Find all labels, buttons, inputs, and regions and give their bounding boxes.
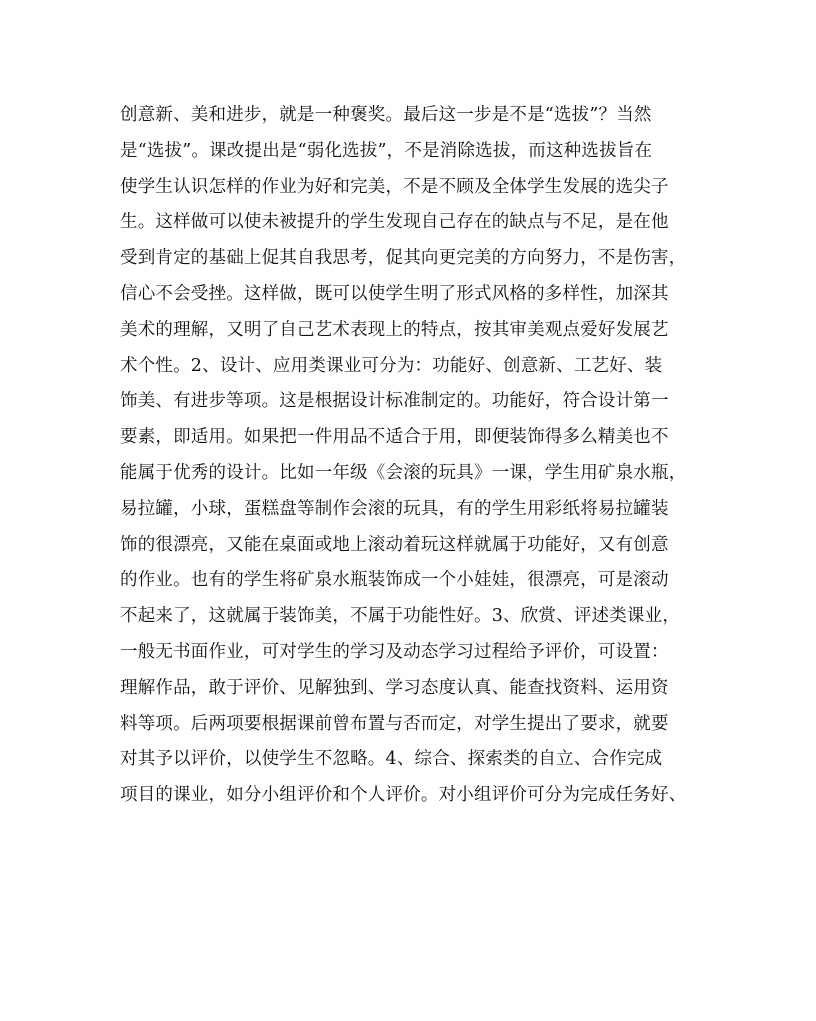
text-line: 项目的课业，如分小组评价和个人评价。对小组评价可分为完成任务好、 xyxy=(120,785,687,806)
text-line: 一般无书面作业，可对学生的学习及动态学习过程给予评价，可设置： xyxy=(120,641,669,662)
text-line: 不起来了，这就属于装饰美，不属于功能性好。3、欣赏、评述类课业， xyxy=(120,606,681,627)
body-text xyxy=(120,98,700,814)
text-line: 使学生认识怎样的作业为好和完美，不是不顾及全体学生发展的选尖子 xyxy=(120,176,669,197)
text-line: 是“选拔”。课改提出是“弱化选拔”，不是消除选拔，而这种选拔旨在 xyxy=(120,140,653,161)
text-line: 术个性。2、设计、应用类课业可分为：功能好、创意新、工艺好、装 xyxy=(120,355,663,376)
text-line: 的作业。也有的学生将矿泉水瓶装饰成一个小娃娃，很漂亮，可是滚动 xyxy=(120,570,669,591)
text-line: 能属于优秀的设计。比如一年级《会滚的玩具》一课，学生用矿泉水瓶， xyxy=(120,462,687,483)
text-line: 理解作品，敢于评价、见解独到、学习态度认真、能查找资料、运用资 xyxy=(120,677,669,698)
text-line: 要素，即适用。如果把一件用品不适合于用，即便装饰得多么精美也不 xyxy=(120,427,669,448)
text-line: 美术的理解，又明了自己艺术表现上的特点，按其审美观点爱好发展艺 xyxy=(120,319,669,340)
text-line: 受到肯定的基础上促其自我思考，促其向更完美的方向努力，不是伤害， xyxy=(120,248,687,269)
text-line: 料等项。后两项要根据课前曾布置与否而定，对学生提出了要求，就要 xyxy=(120,713,669,734)
text-line: 易拉罐，小球，蛋糕盘等制作会滚的玩具，有的学生用彩纸将易拉罐装 xyxy=(120,498,669,519)
text-line: 信心不会受挫。这样做，既可以使学生明了形式风格的多样性，加深其 xyxy=(120,283,669,304)
text-line: 饰的很漂亮，又能在桌面或地上滚动着玩这样就属于功能好，又有创意 xyxy=(120,534,669,555)
text-line: 对其予以评价，以使学生不忽略。4、综合、探索类的自立、合作完成 xyxy=(120,749,663,770)
text-line: 生。这样做可以使未被提升的学生发现自己存在的缺点与不足，是在他 xyxy=(120,212,669,233)
text-line: 饰美、有进步等项。这是根据设计标准制定的。功能好，符合设计第一 xyxy=(120,391,669,412)
text-line: 创意新、美和进步，就是一种褒奖。最后这一步是不是“选拔”？当然 xyxy=(120,105,652,125)
